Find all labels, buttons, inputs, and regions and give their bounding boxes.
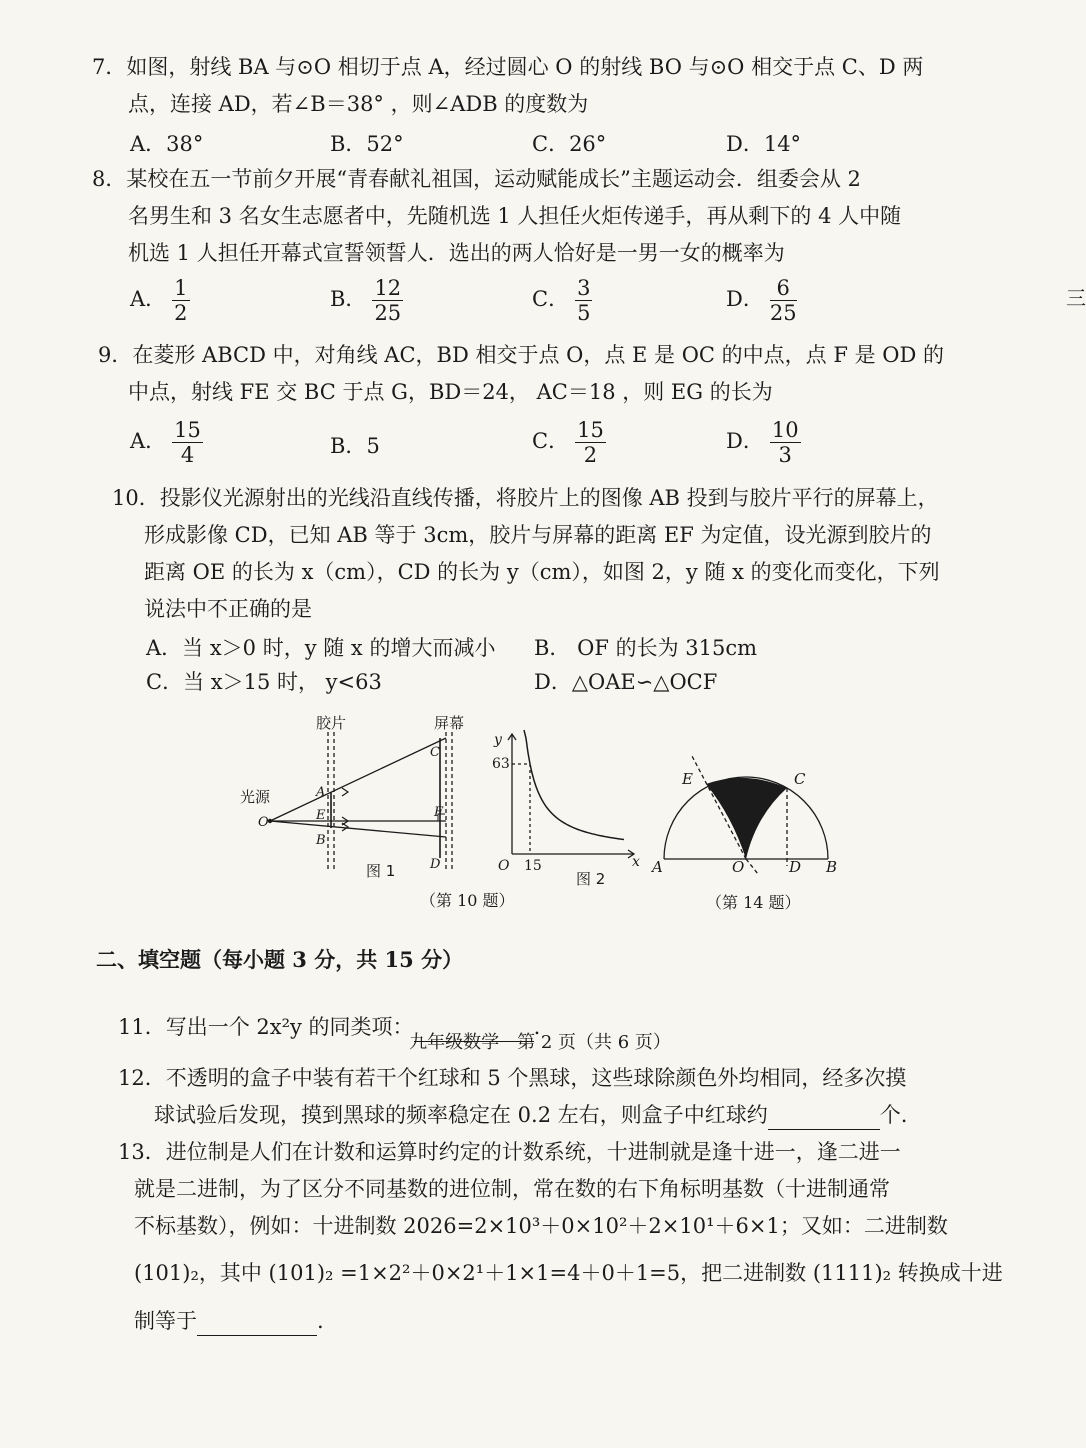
q12-answer-blank [768, 1107, 880, 1130]
q10-option-c: C．当 x＞15 时， y<63 [146, 670, 382, 694]
q8-option-a: A． $\frac{1}{2}$ [130, 276, 188, 325]
q11: 11．写出一个 2x²y 的同类项： . [118, 1012, 540, 1042]
q8-option-d: D． $\frac{6}{25}$ [726, 276, 797, 325]
q9-option-a: A． $\frac{15}{4}$ [130, 418, 201, 467]
label-b: B [826, 858, 838, 876]
label-f: F [434, 805, 444, 820]
q10-line3: 距离 OE 的长为 x（cm），CD 的长为 y（cm），如图 2，y 随 x 的变化而变化，下列 [144, 560, 940, 584]
q13-line3: 不标基数），例如：十进制数 2026=2×10³＋0×10²＋2×10¹＋6×1；又如：二进制数 [134, 1214, 948, 1238]
q13-line2: 就是二进制，为了区分不同基数的进位制，常在数的右下角标明基数（十进制通常 [134, 1177, 890, 1201]
label-e: E [682, 770, 693, 788]
q8-line2: 名男生和 3 名女生志愿者中，先随机选 1 人担任火炬传递手，再从剩下的 4 人中随 [128, 204, 902, 228]
origin-label: O [498, 858, 510, 874]
figure1-caption: 图 1 [366, 862, 396, 880]
q10-option-b: B． OF 的长为 315cm [534, 636, 758, 660]
q9-option-d: D． $\frac{10}{3}$ [726, 418, 799, 467]
q13-line5: 制等于 . [134, 1306, 324, 1336]
dashed-line-extension [746, 859, 758, 874]
q7-option-c: C．26° [532, 132, 607, 156]
q9-option-b: B．5 [330, 434, 380, 458]
inverse-curve [524, 730, 624, 840]
ray-to-d [270, 821, 446, 837]
q7-option-d: D．14° [726, 132, 802, 156]
q11-text: 11．写出一个 2x²y 的同类项： [118, 1015, 414, 1039]
y-tick-label: 63 [492, 756, 510, 772]
q8-line1: 8．某校在五一节前夕开展“青春献礼祖国，运动赋能成长”主题运动会．组委会从 2 [92, 167, 861, 191]
q9-line1: 9．在菱形 ABCD 中，对角线 AC，BD 相交于点 O，点 E 是 OC 的中点，点 F 是 OD 的 [98, 343, 944, 367]
shaded-region [706, 778, 787, 859]
ray-to-c [270, 738, 446, 821]
label-d: D [430, 857, 441, 872]
caption-question-14: （第 14 题） [706, 893, 801, 912]
q13-line1: 13．进位制是人们在计数和运算时约定的计数系统，十进制就是逢十进一，逢二进一 [118, 1140, 901, 1164]
x-tick-label: 15 [524, 858, 542, 874]
q9-option-c: C． $\frac{15}{2}$ [532, 418, 604, 467]
label-e: E [316, 808, 326, 823]
q10-option-a: A．当 x＞0 时，y 随 x 的增大而减小 [146, 636, 496, 660]
q10-line1: 10．投影仪光源射出的光线沿直线传播，将胶片上的图像 AB 投到与胶片平行的屏幕上， [112, 486, 939, 510]
q13-answer-blank [197, 1313, 317, 1336]
q10-line2: 形成影像 CD，已知 AB 等于 3cm，胶片与屏幕的距离 EF 为定值，设光源到胶片的 [144, 523, 932, 547]
label-film: 胶片 [316, 714, 347, 732]
semicircle-figure [646, 756, 846, 876]
label-a: A [652, 858, 663, 876]
q9-line2: 中点，射线 FE 交 BC 于点 G，BD＝24， AC＝18 ，则 EG 的长为 [128, 380, 773, 404]
label-light-source: 光源 [240, 788, 271, 806]
q12-line2: 球试验后发现，摸到黑球的频率稳定在 0.2 左右，则盒子中红球约 个. [154, 1100, 907, 1130]
q8-line3: 机选 1 人担任开幕式宣誓领誓人．选出的两人恰好是一男一女的概率为 [128, 241, 785, 265]
x-axis-label: x [632, 854, 640, 870]
label-b: B [316, 833, 326, 848]
q13-line4: (101)₂，其中 (101)₂ =1×2²＋0×2¹＋1×1=4＋0＋1=5，把二进制数 (1111)₂ 转换成十进 [134, 1261, 1003, 1285]
caption-question-10: （第 10 题） [420, 891, 515, 910]
label-a: A [316, 785, 326, 800]
q8-option-b: B． $\frac{12}{25}$ [330, 276, 402, 325]
figure2-caption: 图 2 [576, 870, 606, 888]
label-o: O [732, 858, 745, 876]
q8-option-c: C． $\frac{3}{5}$ [532, 276, 591, 325]
q7-line1: 7．如图，射线 BA 与⊙O 相切于点 A，经过圆心 O 的射线 BO 与⊙O 相交于点 C、D 两 [92, 55, 924, 79]
projector-figure [230, 710, 480, 885]
q10-option-d: D．△OAE∽△OCF [534, 670, 718, 694]
label-d: D [789, 858, 802, 876]
q12-line1: 12．不透明的盒子中装有若干个红球和 5 个黑球，这些球除颜色外均相同，经多次摸 [118, 1066, 907, 1090]
q7-line2: 点，连接 AD，若∠B＝38° ，则∠ADB 的度数为 [128, 92, 589, 116]
label-screen: 屏幕 [434, 714, 465, 732]
q7-option-a: A．38° [130, 132, 204, 156]
arrow-upper [342, 788, 348, 796]
label-c: C [430, 745, 440, 760]
section-title: 二、填空题（每小题 3 分，共 15 分） [96, 947, 464, 972]
inverse-graph-figure [484, 726, 644, 886]
page-footer: 九年级数学 第 2 页（共 6 页） [409, 1032, 671, 1053]
y-axis-label: y [494, 732, 502, 748]
edge-mark: 三 [1066, 286, 1086, 310]
q10-line4: 说法中不正确的是 [144, 597, 312, 621]
q7-option-b: B．52° [330, 132, 404, 156]
label-o: O [258, 815, 269, 830]
label-c: C [794, 770, 806, 788]
